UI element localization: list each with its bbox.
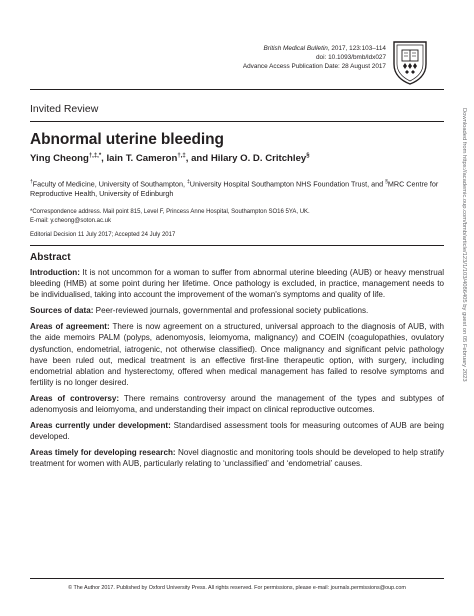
abstract-heading: Abstract [30,252,71,263]
journal-citation [243,44,386,53]
download-watermark-text: Downloaded from https://academic.oup.com/bmb/article/123/1/103/4086405 by guest on 05 February 2023 [461,108,467,382]
abstract-divider [30,245,444,246]
author-name: Ying Cheong [30,153,89,165]
abstract-section [30,393,444,415]
doi-link[interactable]: doi: 10.1093/bmb/ldx027 [316,54,386,61]
section-text: It is not uncommon for a woman to suffer from abnormal uterine bleeding (AUB) or heavy menstrual bleeding (HMB) at some point during her lifetime. Once pathology is excluded, in practice, management needs to be individualised, taking into account the improvement of the woman's symptoms and quality of life. [30,268,444,300]
affiliations [30,177,440,199]
author-separator: , and [185,153,211,165]
section-label: Areas currently under development: [30,421,171,431]
header-divider [30,89,444,90]
correspondence [30,208,440,226]
title-divider [30,121,444,122]
author-list [30,153,310,164]
abstract-section [30,267,444,300]
advance-access-date: Advance Access Publication Date: 28 August 2017 [242,63,386,70]
section-label: Areas of controversy: [30,393,120,403]
affiliation-mark: ‡ [186,179,190,185]
affiliation-mark: † [30,179,33,185]
section-label: Areas of agreement: [30,322,110,332]
affiliation-text: Faculty of Medicine, University of Southampton, [32,179,187,189]
abstract-section [30,321,444,388]
editorial-dates: Editorial Decision 11 July 2017; Accepted 24 July 2017 [30,232,176,238]
author-name: Iain T. Cameron [106,153,178,165]
abstract-section [30,305,444,316]
section-text: There is now agreement on a structured, universal approach to the diagnosis of AUB, with the aide memoirs PALM (polyps, adenomyosis, leiomyoma, malignancy) and COEIN (coagulopathies, ovulatory dysfunction, endometrial, iatrogenic, not otherwise classified). Once malignancy and significant pelvic pathology have been ruled out, medical treatment is an effective first-line therapeutic option, with surgery, including endometrial ablation and hysterectomy, offered when medical management has failed to resolve symptoms and fertility is no longer desired. [30,322,444,387]
section-label: Sources of data: [30,306,94,316]
section-text: Novel diagnostic and monitoring tools should be developed to help stratify treatment for women with AUB, particularly relating to ‘unclassified’ and ‘endometrial’ causes. [30,448,445,469]
author-marks: †,‡ [177,153,186,159]
section-label: Introduction: [30,268,80,277]
abstract-section [30,420,444,442]
section-text: There remains controversy around the management of the types and subtypes of adenomyosis and leiomyoma, and understanding their impact on clinical reproductive outcomes. [30,393,444,415]
copyright-footer: © The Author 2017. Published by Oxford University Press. All rights reserved. For permissions, please e-mail: journals.permissions@oup.com [68,585,406,591]
author-name: Hilary O. D. Critchley [210,153,307,165]
affiliation-text: University Hospital Southampton NHS Foundation Trust, and [189,179,386,189]
journal-volume-pages: , 2017, 123:103–114 [327,45,386,52]
section-text: Peer-reviewed journals, governmental and professional society publications. [93,306,369,316]
author-marks: § [306,153,310,159]
section-text: Standardised assessment tools for measuring outcomes of AUB are being developed. [30,421,444,442]
section-label: Areas timely for developing research: [30,448,176,458]
oup-crest-logo [390,38,430,86]
abstract-section [30,447,444,469]
affiliation-mark: § [385,179,388,185]
article-title: Abnormal uterine bleeding [30,131,224,148]
correspondence-email[interactable]: E-mail: y.cheong@soton.ac.uk [30,218,112,224]
author-separator: , [101,153,107,165]
journal-header [243,44,386,71]
affiliation-text: MRC Centre for Reproductive Health, University of Edinburgh [30,179,439,199]
journal-name: British Medical Bulletin [263,45,328,52]
download-watermark [459,108,469,563]
footer-divider [30,578,444,579]
abstract [30,252,444,475]
author-marks: †,‡,* [88,153,102,159]
article-type: Invited Review [30,103,99,115]
correspondence-address: *Correspondence address. Mail point 815, Level F, Princess Anne Hospital, Southampton SO16 5YA, UK. [30,209,310,215]
